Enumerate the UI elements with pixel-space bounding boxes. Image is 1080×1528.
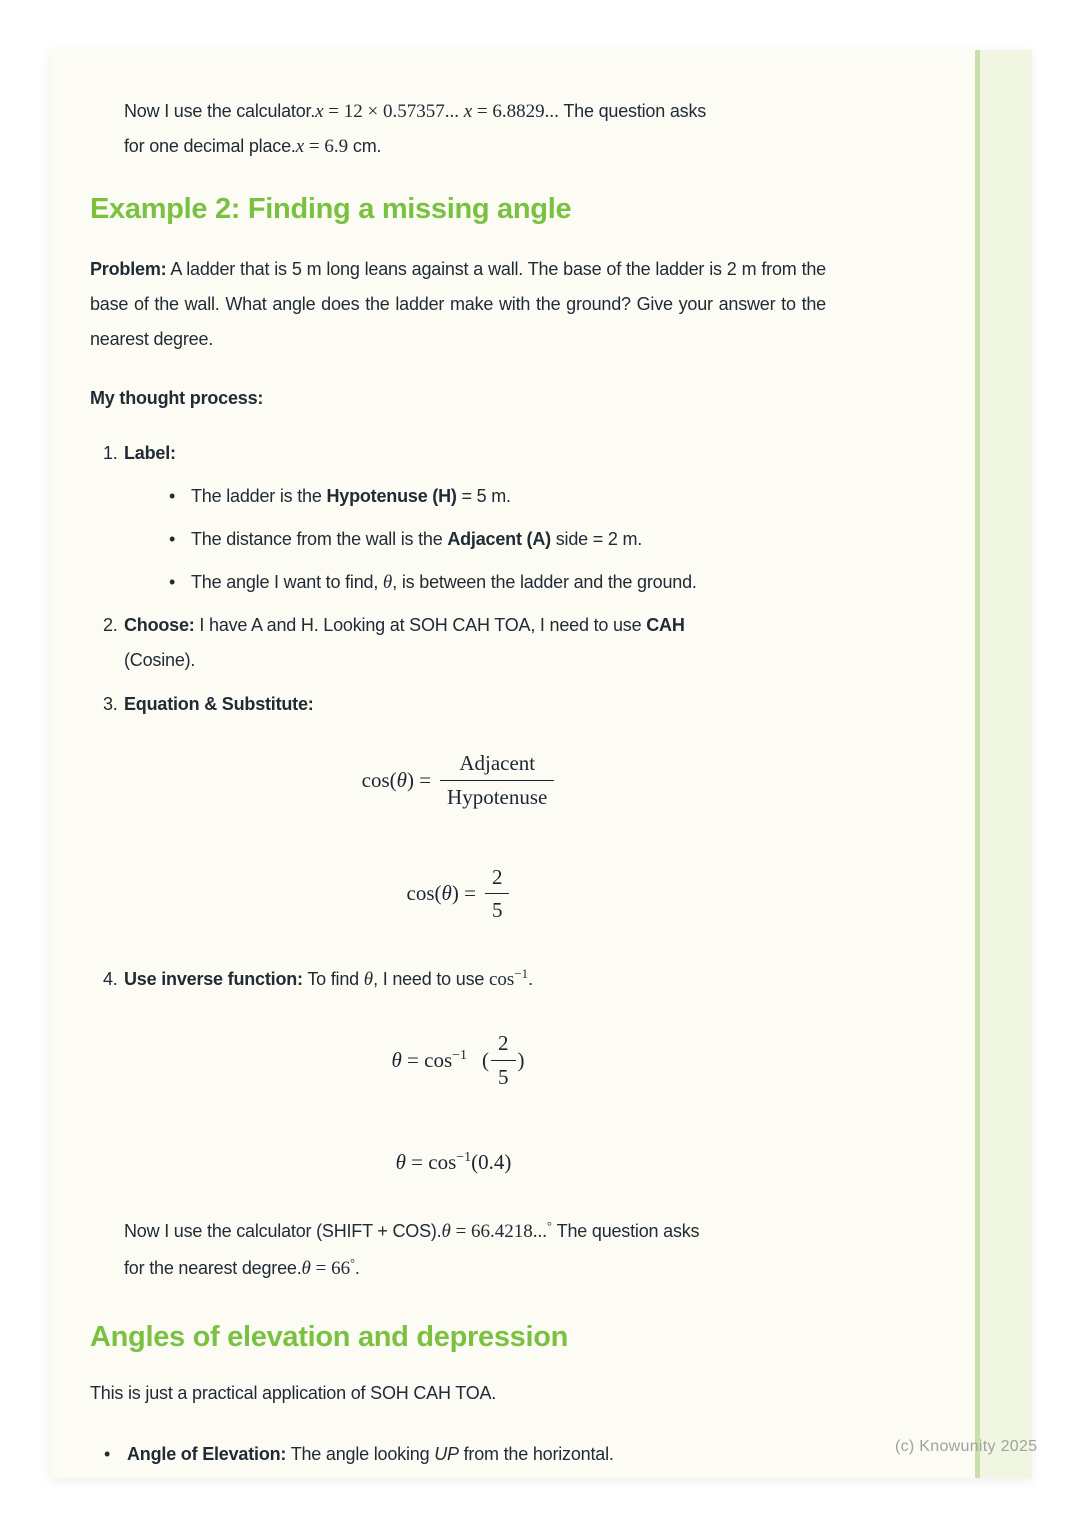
- step-number: 3.: [103, 694, 118, 714]
- step-text: I have A and H. Looking at SOH CAH TOA, I need to use: [194, 615, 647, 635]
- math-equals: ) =: [406, 767, 432, 792]
- formula-inverse-fraction: [90, 1031, 826, 1090]
- step-text: .: [528, 969, 533, 990]
- step-title: Equation & Substitute:: [124, 694, 314, 714]
- math-paren-open: (: [482, 1047, 490, 1072]
- fraction-denominator: 5: [498, 1064, 509, 1089]
- bullet-text: The angle I want to find,: [191, 572, 383, 592]
- bullet-bold: Adjacent (A): [447, 529, 551, 549]
- problem-paragraph: [90, 252, 826, 357]
- math-equals: = cos: [401, 1047, 453, 1072]
- watermark: (c) Knowunity 2025: [895, 1438, 1038, 1455]
- calc-text: Now I use the calculator (SHIFT + COS).: [124, 1221, 442, 1242]
- bullet-dot-icon: [169, 522, 175, 557]
- formula-lhs: [396, 1150, 512, 1175]
- thought-process-label: My thought process:: [90, 388, 264, 408]
- calc-text: .: [354, 1258, 360, 1279]
- math-expression: = 12 × 0.57357...: [323, 101, 464, 122]
- step-bold: CAH: [646, 615, 685, 635]
- elevation-bullet-label: Angle of Elevation:: [127, 1444, 287, 1465]
- elevation-bullet-italic: UP: [434, 1444, 459, 1465]
- bullet-item-angle: [124, 565, 826, 600]
- fraction-denominator: 5: [491, 898, 503, 923]
- intro-paragraph: [90, 94, 826, 164]
- step-title: Choose:: [124, 615, 195, 635]
- accent-stripe-panel: [980, 50, 1032, 1478]
- elevation-bullet-text: from the horizontal.: [458, 1444, 614, 1465]
- step-title: Use inverse function:: [124, 969, 303, 990]
- math-exponent: −1: [452, 1047, 468, 1063]
- math-expression: = 66.4218...: [450, 1221, 548, 1243]
- fraction: [485, 865, 510, 924]
- bullet-item-adjacent: [124, 522, 826, 557]
- step-2-choose: [90, 608, 826, 678]
- math-expression: = 6.9: [304, 136, 349, 157]
- math-equals: = cos: [405, 1149, 457, 1174]
- math-equals: ) =: [451, 881, 476, 906]
- problem-label: Problem:: [90, 259, 167, 279]
- math-function: cos(: [361, 767, 397, 792]
- step-title: Label:: [124, 443, 176, 463]
- step-text: To find: [302, 969, 364, 990]
- math-var-theta: θ: [441, 1221, 451, 1243]
- formula-inverse-decimal: [90, 1150, 826, 1175]
- degree-symbol: °: [547, 1219, 552, 1234]
- step-1-bullets: [124, 479, 826, 600]
- heading-example-2: Example 2: Finding a missing angle: [90, 193, 572, 225]
- math-var-theta: θ: [382, 572, 393, 593]
- math-exponent: −1: [456, 1149, 472, 1165]
- formula-lhs: [391, 1048, 467, 1073]
- fraction-denominator: Hypotenuse: [447, 784, 548, 809]
- formula-lhs: [362, 768, 431, 793]
- math-function: cos(: [406, 881, 442, 906]
- bullet-dot-icon: [169, 479, 175, 514]
- bullet-item-hypotenuse: [124, 479, 826, 514]
- fraction: [491, 1031, 516, 1090]
- bullet-text: The ladder is the: [191, 486, 327, 506]
- step-1-label: [90, 436, 826, 600]
- problem-text: A ladder that is 5 m long leans against a wall. The base of the ladder is 2 m from the base of the wall. What angle does the ladder make with the ground? Give your answer to the nearest degree.: [90, 259, 826, 349]
- math-var-theta: θ: [391, 1047, 402, 1072]
- math-var-x: x: [295, 136, 305, 157]
- calculator-paragraph: [90, 1214, 826, 1288]
- bullet-text: The distance from the wall is the: [191, 529, 448, 549]
- elevation-bullet-text: The angle looking: [286, 1444, 435, 1465]
- math-var-theta: θ: [396, 767, 407, 792]
- content-area: [90, 50, 826, 1472]
- math-var-x: x: [315, 101, 324, 122]
- math-function: cos: [489, 969, 515, 991]
- accent-stripe-line: [975, 50, 980, 1478]
- bullet-text: , is between the ladder and the ground.: [392, 572, 697, 592]
- intro-text: The question asks: [558, 101, 707, 121]
- step-number: 2.: [103, 615, 118, 635]
- step-number: 1.: [103, 443, 118, 463]
- math-expression: (0.4): [471, 1149, 512, 1174]
- degree-symbol: °: [350, 1256, 355, 1271]
- math-paren-close: ): [517, 1047, 525, 1072]
- math-var-theta: θ: [441, 881, 452, 906]
- calc-text: The question asks: [551, 1221, 700, 1242]
- fraction-numerator: 2: [485, 865, 510, 895]
- formula-cos-substituted: [90, 865, 826, 924]
- heading-elevation-depression: Angles of elevation and depression: [90, 1321, 569, 1354]
- fraction: [440, 751, 554, 810]
- step-4-inverse: [90, 962, 826, 998]
- fraction-numerator: 2: [491, 1031, 516, 1061]
- math-var-x: x: [463, 101, 473, 122]
- bullet-dot-icon: [104, 1437, 110, 1472]
- application-paragraph: This is just a practical application of SOH CAH TOA.: [90, 1383, 497, 1404]
- bullet-text: side = 2 m.: [550, 529, 643, 549]
- intro-text: for one decimal place.: [124, 136, 296, 156]
- bullet-bold: Hypotenuse (H): [326, 486, 457, 506]
- bullet-text: = 5 m.: [456, 486, 511, 506]
- calc-text: for the nearest degree.: [124, 1258, 302, 1279]
- math-var-theta: θ: [301, 1258, 311, 1280]
- bullet-dot-icon: [169, 565, 175, 600]
- step-text: , I need to use: [373, 969, 489, 990]
- elevation-bullet-item: [90, 1437, 826, 1472]
- step-number: 4.: [103, 969, 118, 990]
- step-3-equation: [90, 687, 826, 722]
- fraction-numerator: Adjacent: [440, 751, 554, 781]
- formula-lhs: [407, 881, 476, 906]
- math-var-theta: θ: [363, 969, 374, 991]
- step-text: (Cosine).: [124, 650, 196, 670]
- math-exponent: −1: [514, 966, 529, 982]
- intro-text: cm.: [348, 136, 382, 156]
- math-expression: = 6.8829...: [472, 101, 559, 122]
- math-expression: = 66: [310, 1258, 351, 1280]
- math-var-theta: θ: [395, 1149, 406, 1174]
- formula-cos-definition: [90, 751, 826, 810]
- intro-text: Now I use the calculator.: [124, 101, 316, 121]
- document-page: [50, 50, 1032, 1478]
